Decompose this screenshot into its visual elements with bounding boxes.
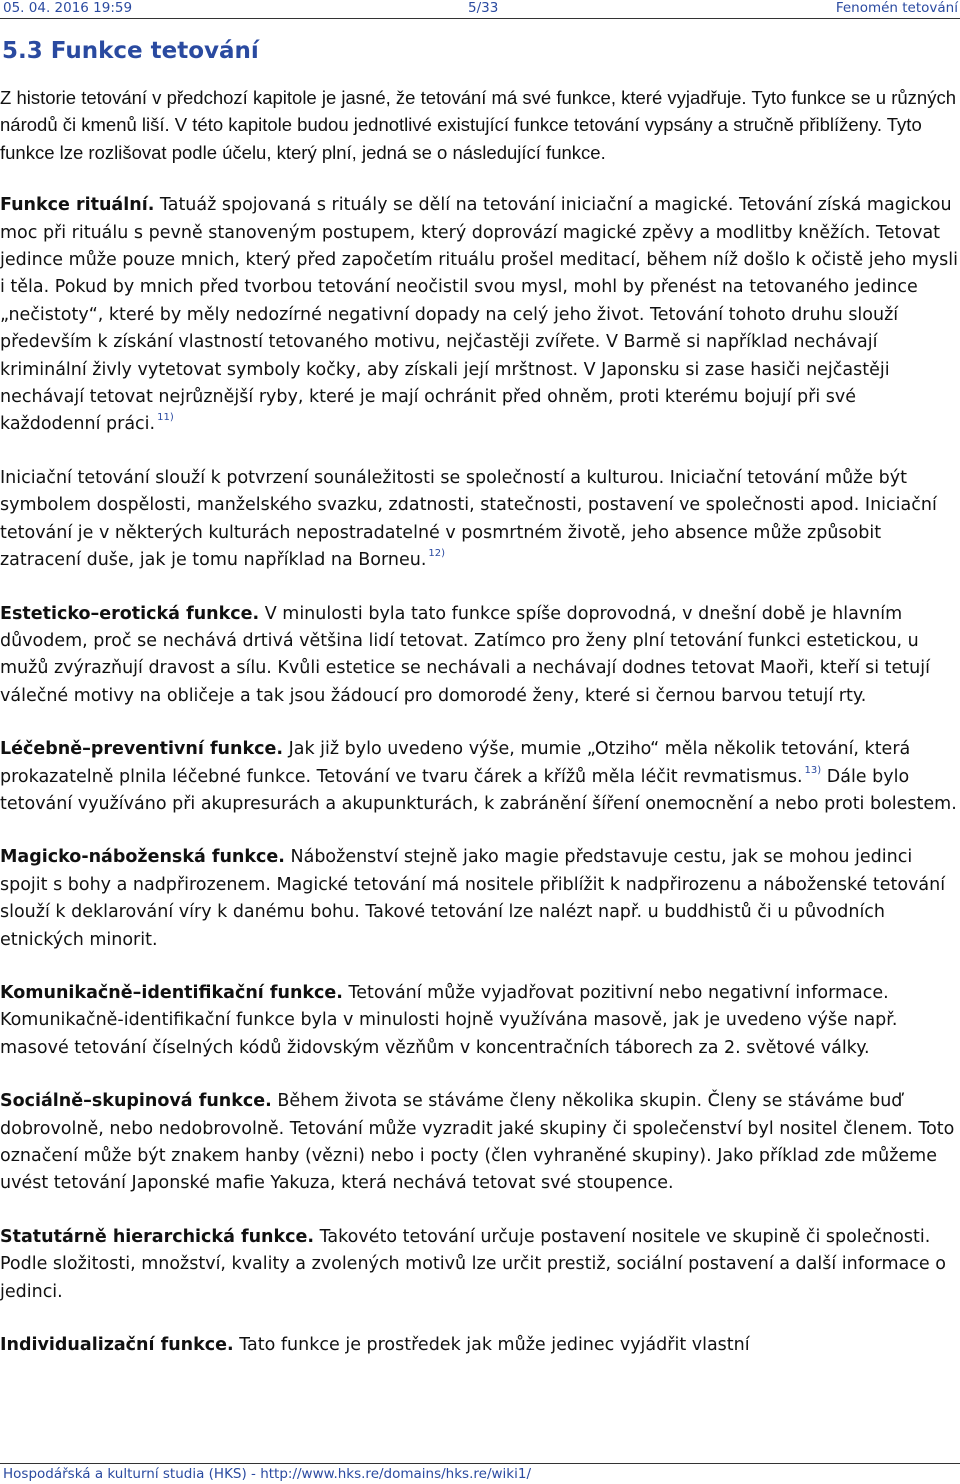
text-communication: Tetování může vyjadřovat pozitivní nebo negativní informace. Komunikačně-identifikační funkce byla v minulosti hojně využívána masově, jak je uvedeno výše např. masové tetování číselných kódů židovským vězňům v koncentračních táborech za 2. světové války. — [0, 982, 898, 1058]
section-title: 5.3 Funkce tetování — [2, 38, 259, 64]
paragraph-ritual — [0, 192, 958, 439]
footer-source: Hospodářská a kulturní studia (HKS) - http://www.hks.re/domains/hks.re/wiki1/ — [3, 1466, 531, 1482]
heading-ritual: Funkce rituální. — [0, 195, 155, 216]
text-initiation: Iniciační tetování slouží k potvrzení sounáležitosti se společností a kulturou. Iniciační tetování může být symbolem dospělosti, manželského svazku, zdatnosti, statečnosti, postavení ve společnosti apod. Iniciační tetování je v některých kulturách nepostradatelné v posmrtném životě, jeho absence může způsobit zatracení duše, jak je tomu například na Borneu. — [0, 467, 937, 571]
heading-individual: Individualizační funkce. — [0, 1335, 234, 1356]
heading-social: Sociálně–skupinová funkce. — [0, 1091, 272, 1112]
paragraph-communication — [0, 980, 958, 1062]
paragraph-aesthetic — [0, 601, 958, 711]
heading-communication: Komunikačně–identifikační funkce. — [0, 982, 343, 1003]
text-magic-religious: Náboženství stejně jako magie představuje cestu, jak se mohou jedinci spojit s bohy a nadpřirozenem. Magické tetování má nositele přiblížit k nadpřirozenu a náboženské tetování slouží k deklarování víry k danému bohu. Takové tetování lze nalézt např. u buddhistů či u původních etnických minorit. — [0, 847, 946, 950]
text-healing-after: Dále bylo tetování využíváno při akupresurách a akupunkturách, k zabránění šíření onemocnění a nebo proti bolestem. — [0, 766, 957, 814]
text-status: Takovéto tetování určuje postavení nositele ve skupině či společnosti. Podle složitosti, množství, kvality a zvolených motivů lze určit prestiž, sociální postavení a další informace o jedinci. — [0, 1226, 946, 1302]
paragraph-magic-religious — [0, 844, 958, 954]
article-content — [0, 84, 958, 1385]
text-healing-before: Jak již bylo uvedeno výše, mumie „Otziho“ měla několik tetování, která prokazatelně plnila léčebné funkce. Tetování ve tvaru čárek a křížů měla léčit revmatismus. — [0, 739, 911, 787]
header-date: 05. 04. 2016 19:59 — [3, 0, 133, 16]
header-document-title: Fenomén tetování — [835, 0, 958, 16]
header-page-number: 5/33 — [468, 0, 499, 16]
paragraph-initiation — [0, 465, 958, 575]
heading-magic-religious: Magicko-náboženská funkce. — [0, 847, 285, 868]
text-aesthetic: V minulosti byla tato funkce spíše doprovodná, v dnešní době je hlavním důvodem, proč se nechává drtivá většina lidí tetovat. Zatímco pro ženy plní tetování funkci estetickou, u mužů zvýrazňují dravost a sílu. Kvůli estetice se nechávali a nechávají dodnes tetovat Maoři, kteří si tetují válečné motivy na obličeje a tak jsou žádoucí pro domorodé ženy, které si černou barvou tetují rty. — [0, 603, 930, 706]
footnote-link-12[interactable]: 12) — [428, 548, 446, 560]
page-footer — [0, 1463, 960, 1484]
page-header — [0, 0, 960, 19]
footnote-link-11[interactable]: 11) — [157, 412, 174, 424]
paragraph-social — [0, 1088, 958, 1198]
text-ritual: Tatuáž spojovaná s rituály se dělí na tetování iniciační a magické. Tetování získá magickou moc při rituálu s pevně stanoveným postupem, který doprovází magické zpěvy a modlitby kněžích. Tetovat jedince může pouze mnich, který před započetím rituálu prošel meditací, během níž došlo k očistě jeho mysli i těla. Pokud by mnich před tvorbou tetování neočistil svou mysl, mohl by přenést na tetovaného jedince „nečistoty“, které by měly nedozírné negativní dopady na celý jeho život. Tetování tohoto druhu slouží především k získání vlastností tetovaného motivu, nejčastěji zvířete. V Barmě si například nechávají kriminální živly vytetovat symboly kočky, aby získali její mrštnost. V Japonsku si zase hasiči nejčastěji nechávají tetovat nejrůznější ryby, které je mají ochránit před ohněm, proti kterému bojují při své každodenní práci. — [0, 195, 958, 435]
heading-healing: Léčebně–preventivní funkce. — [0, 739, 284, 760]
footnote-link-13[interactable]: 13) — [804, 764, 822, 776]
paragraph-status — [0, 1224, 958, 1306]
paragraph-individual — [0, 1332, 958, 1359]
intro-paragraph: Z historie tetování v předchozí kapitole je jasné, že tetování má své funkce, které vyjadřuje. Tyto funkce se u různých národů či kmenů liší. V této kapitole budou jednotlivé existující funkce tetování vypsány a stručně přiblíženy. Tyto funkce lze rozlišovat podle účelu, který plní, jedná se o následující funkce. — [0, 87, 956, 163]
text-individual: Tato funkce je prostředek jak může jedinec vyjádřit vlastní — [239, 1335, 750, 1356]
paragraph-healing — [0, 736, 958, 818]
text-social: Během života se stáváme členy několika skupin. Členy se stáváme buď dobrovolně, nebo nedobrovolně. Tetování může vyzradit jaké skupiny či společenství byl nositel členem. Toto označení může být znakem hanby (vězni) nebo i pocty (člen vyhraněné skupiny). Jako příklad zde můžeme uvést tetování Japonské mafie Yakuza, která nechává tetovat své stoupence. — [0, 1091, 955, 1194]
heading-status: Statutárně hierarchická funkce. — [0, 1226, 315, 1247]
heading-aesthetic: Esteticko–erotická funkce. — [0, 603, 260, 624]
